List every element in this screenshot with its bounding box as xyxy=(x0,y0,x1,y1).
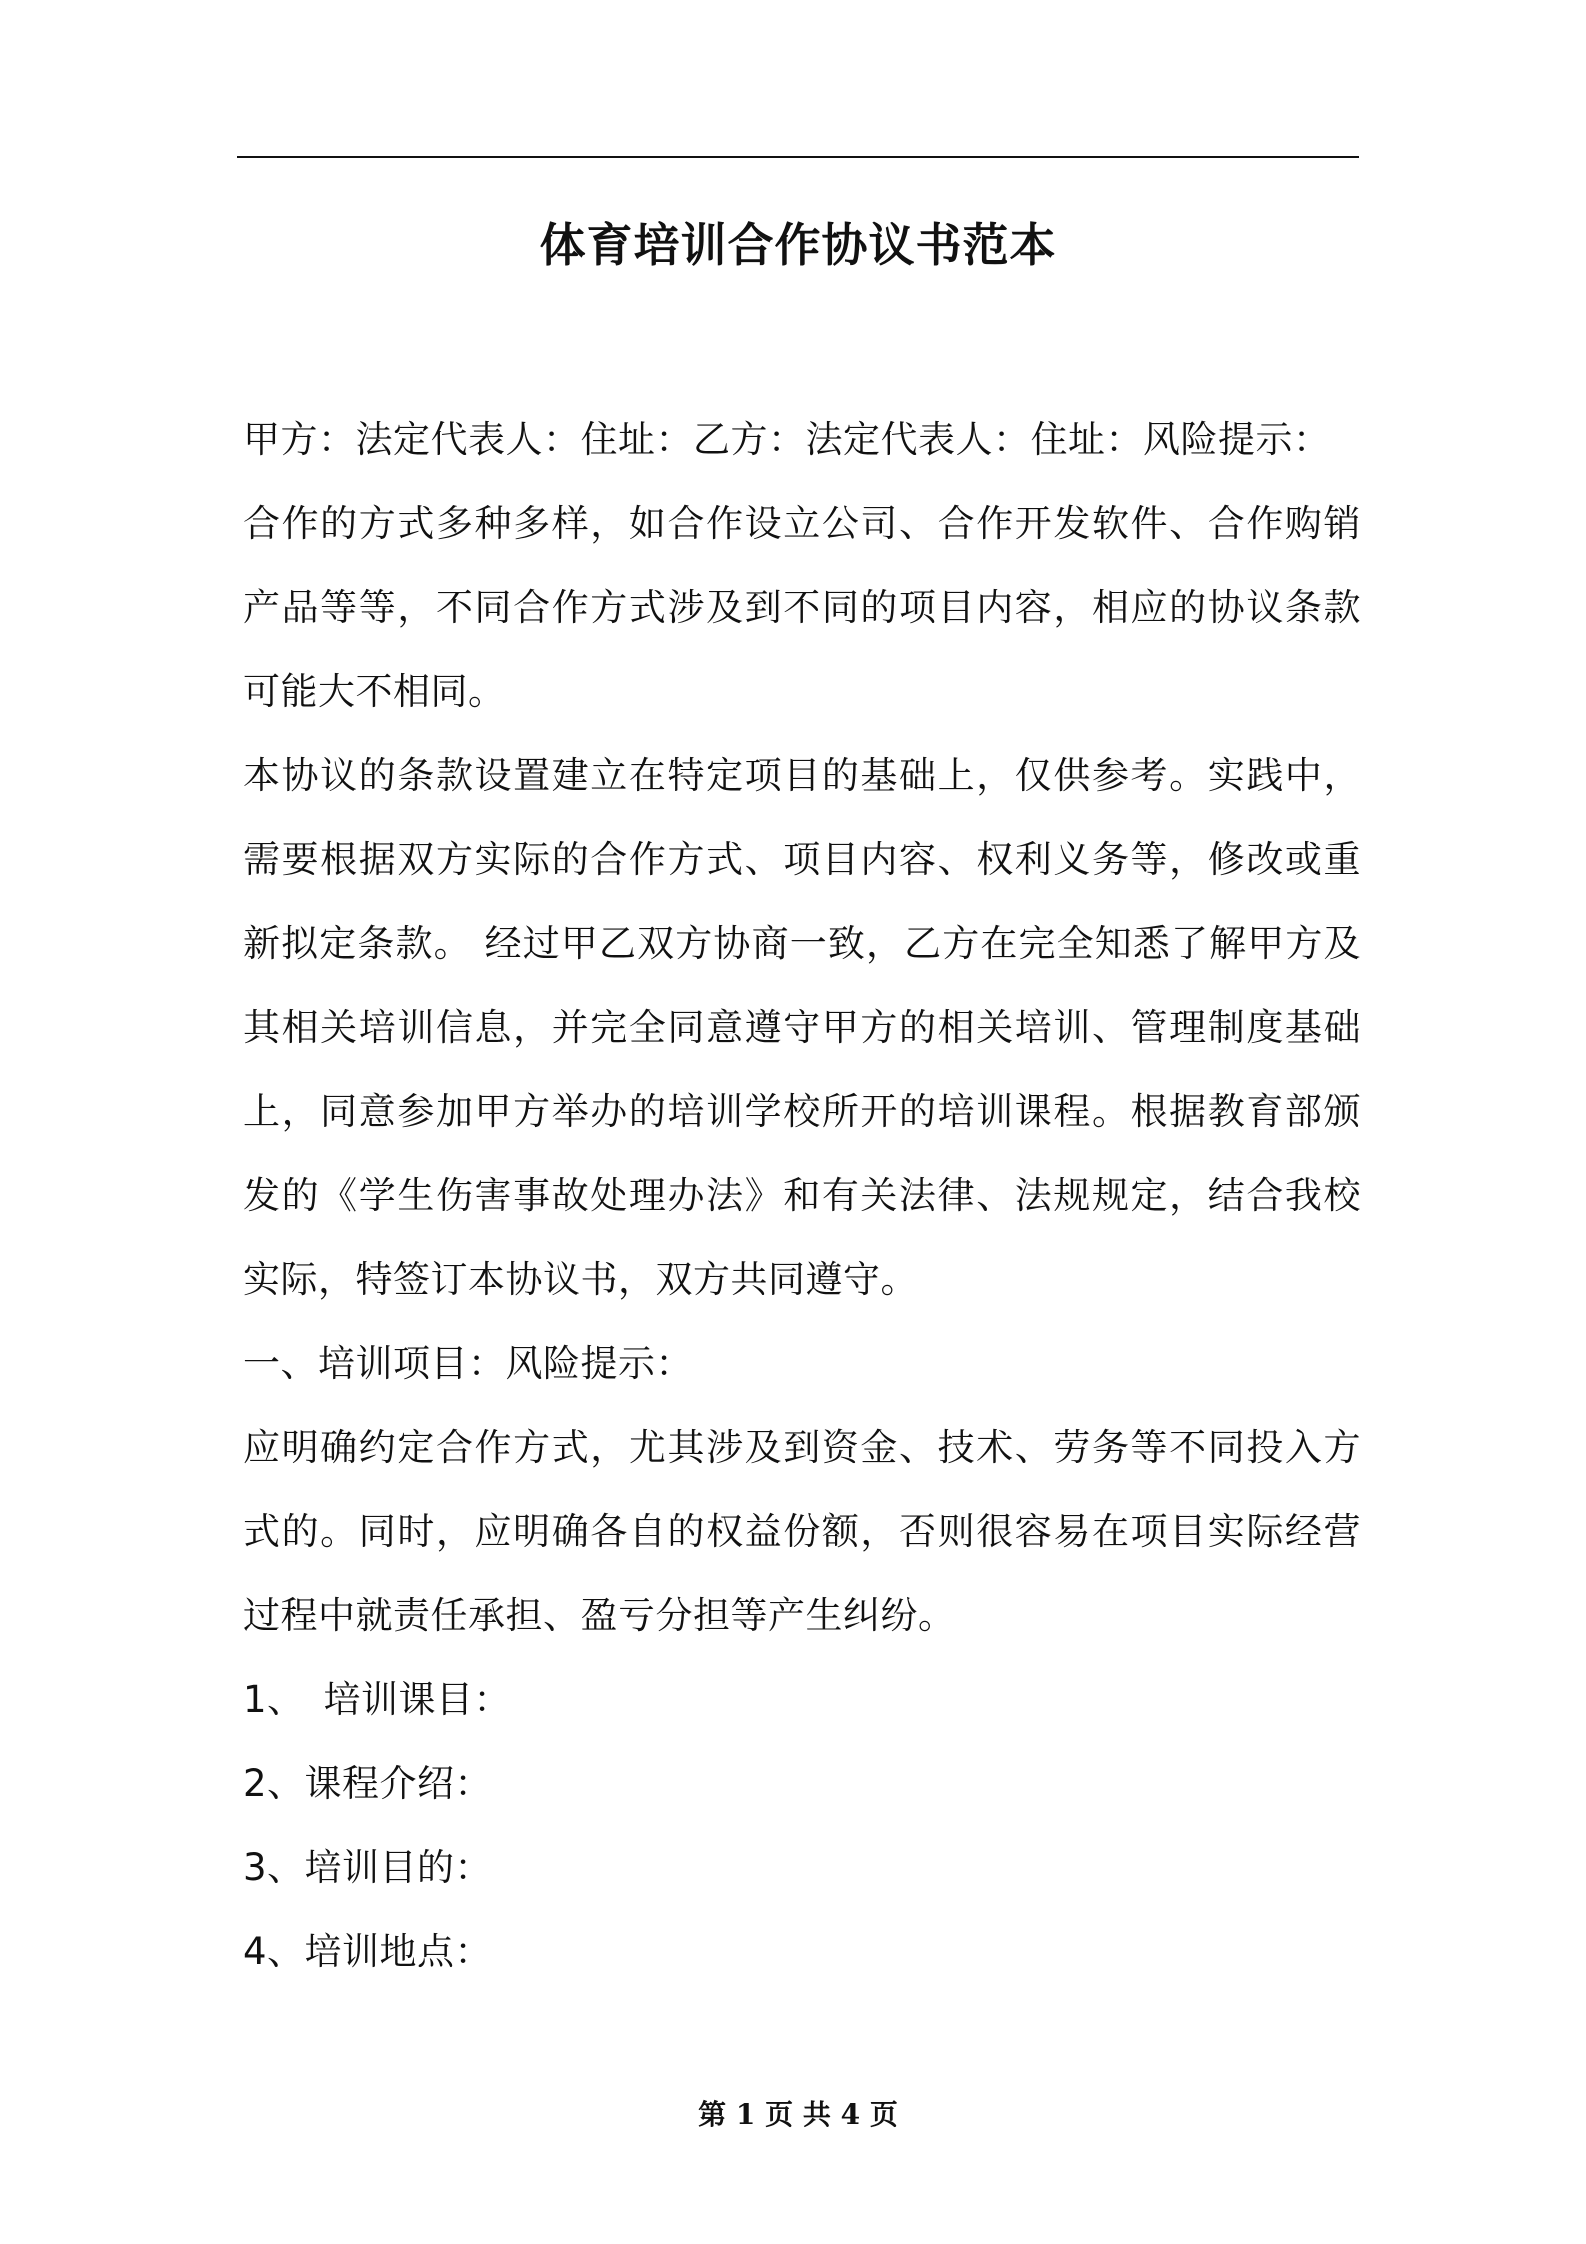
document-body xyxy=(243,398,1361,1994)
list-item-course: 1、 培训课目： xyxy=(243,1678,512,1721)
list-item-training-location: 4、培训地点： xyxy=(243,1930,493,1973)
paragraph-agreement-basis: 本协议的条款设置建立在特定项目的基础上，仅供参考。实践中，需要根据双方实际的合作方式、项目内容、权利义务等，修改或重新拟定条款。 经过甲乙双方协商一致，乙方在完全知悉了解甲方及其相关培训信息，并完全同意遵守甲方的相关培训、管理制度基础上，同意参加甲方举办的培训学校所开的培训课程。根据教育部颁发的《学生伤害事故处理办法》和有关法律、法规规定，结合我校实际，特签订本协议书，双方共同遵守。 xyxy=(243,754,1361,1301)
page-number: 第 1 页 共 4 页 xyxy=(698,2098,898,2131)
paragraph-risk-cooperation: 合作的方式多种多样，如合作设立公司、合作开发软件、合作购销产品等等，不同合作方式涉及到不同的项目内容，相应的协议条款可能大不相同。 xyxy=(243,502,1361,713)
paragraph-parties: 甲方：法定代表人：住址：乙方：法定代表人：住址：风险提示： xyxy=(243,418,1331,461)
section-heading-training-project: 一、培训项目：风险提示： xyxy=(243,1342,693,1385)
document-title: 体育培训合作协议书范本 xyxy=(539,218,1057,272)
list-item-course-intro: 2、课程介绍： xyxy=(243,1762,493,1805)
paragraph-risk-clarify: 应明确约定合作方式，尤其涉及到资金、技术、劳务等不同投入方式的。同时，应明确各自的权益份额，否则很容易在项目实际经营过程中就责任承担、盈亏分担等产生纠纷。 xyxy=(243,1426,1361,1637)
list-item-training-goal: 3、培训目的： xyxy=(243,1846,493,1889)
header-rule xyxy=(237,156,1359,158)
